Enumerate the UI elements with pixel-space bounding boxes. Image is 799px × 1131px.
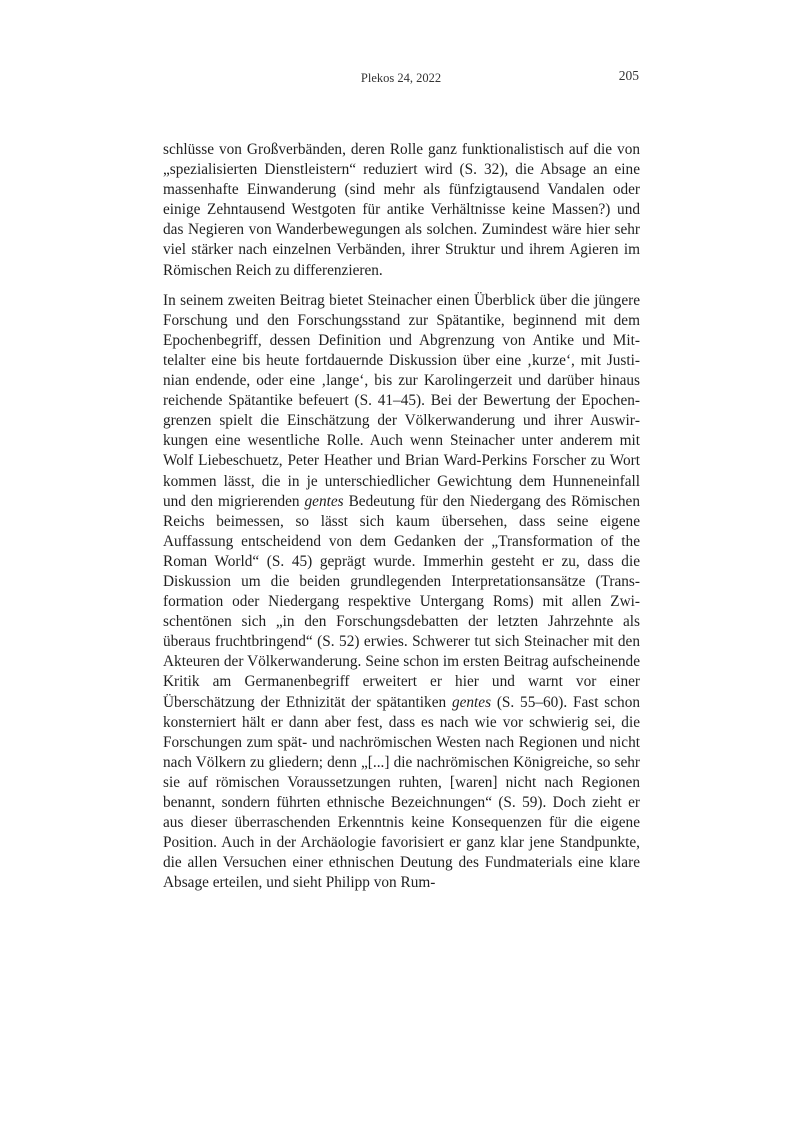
paragraph-1: [163, 140, 640, 281]
journal-citation: Plekos 24, 2022: [360, 71, 442, 85]
paragraph-2-text-a: In seinem zweiten Beitrag bietet Steinacher einen Überblick über die jüngere Forschung und den Forschungsstand zur Spätantike, beginnend mit dem Epochenbegriff, dessen Definition und Abgrenzung von Antike und Mittelalter eine bis heute fortdauernde Diskussion über eine ‚kurze‘, mit Justinian endende, oder eine ‚lange‘, bis zur Karolingerzeit und darüber hinaus reichende Spätantike befeuert (S. 41–45). Bei der Bewertung der Epochengrenzen spielt die Einschätzung der Völkerwanderung und ihrer Auswirkungen eine wesentliche Rolle. Auch wenn Steinacher unter anderem mit Wolf Liebeschuetz, Peter Heather und Brian Ward-Perkins Forscher zu Wort kommen lässt, die in je unterschiedlicher Gewichtung dem Hunneneinfall und den migrierenden: [163, 291, 640, 510]
running-header: [163, 68, 639, 87]
paragraph-1-text: schlüsse von Großverbänden, deren Rolle ganz funktionalistisch auf die von „spezialisierten Dienstleistern“ reduziert wird (S. 32), die Absage an eine massenhafte Einwanderung (sind mehr als fünfzigtausend Vandalen oder einige Zehntausend Westgoten für antike Verhältnisse keine Massen?) und das Negieren von Wanderbewegungen als solchen. Zumindest wäre hier sehr viel stärker nach einzelnen Verbänden, ihrer Struktur und ihrem Agieren im Römischen Reich zu differenzieren.: [163, 141, 640, 279]
italic-term-gentes: gentes: [304, 492, 344, 510]
body-text: [163, 140, 640, 893]
paragraph-2-text-b: Bedeutung für den Niedergang des Römischen Reichs beimessen, so lässt sich kaum übersehen, dass seine eigene Auffassung entscheidend von dem Gedanken der „Transformation of the Roman World“ (S. 45) geprägt wurde. Immerhin gesteht er zu, dass die Diskussion um die beiden grundlegenden Interpretationsansätze (Transformation oder Niedergang respektive Untergang Roms) mit allen Zwischentönen sich „in den Forschungsdebatten der letzten Jahrzehnte als überaus fruchtbringend“ (S. 52) erwies. Schwerer tut sich Steinacher mit den Akteuren der Völkerwanderung. Seine schon im ersten Beitrag aufscheinende Kritik am Germanenbegriff erweitert er hier und warnt vor einer Überschätzung der Ethnizität der spätantiken: [163, 492, 640, 711]
paragraph-2: [163, 291, 640, 894]
italic-term-gentes: gentes: [451, 693, 492, 711]
page-number: 205: [618, 68, 639, 83]
paragraph-2-text-c: (S. 55–60). Fast schon konsterniert hält er dann aber fest, dass es nach wie vor schwierig sei, die Forschungen zum spät- und nachrömischen Westen nach Regionen und nicht nach Völkern zu gliedern; denn „[...] die nachrömischen Königreiche, so sehr sie auf römischen Voraussetzungen ruhten, [waren] nicht nach Regionen benannt, sondern führten ethnische Bezeichnungen“ (S. 59). Doch zieht er aus dieser überraschenden Erkenntnis keine Konsequenzen für die eigene Position. Auch in der Archäologie favorisiert er ganz klar jene Standpunkte, die allen Versuchen einer ethnischen Deutung des Fundmaterials eine klare Absage erteilen, und sieht Philipp von Rum-: [163, 693, 640, 892]
